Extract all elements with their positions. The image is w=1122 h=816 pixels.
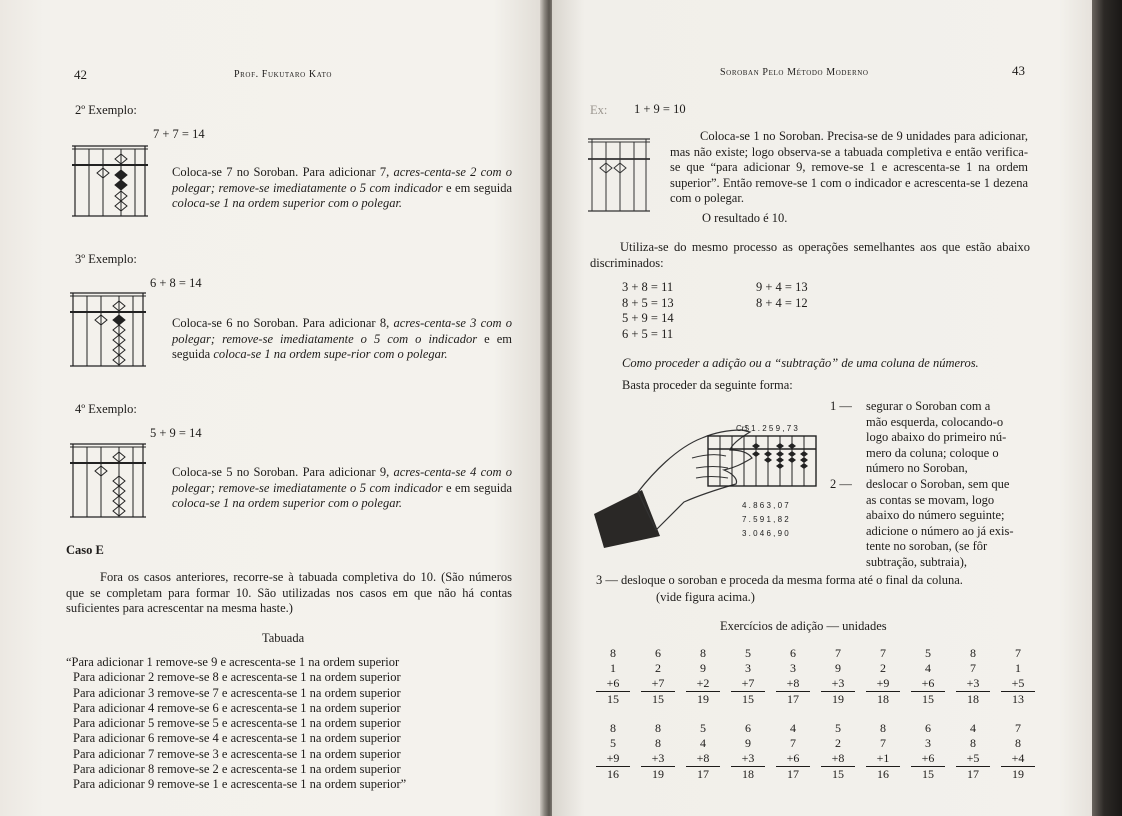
sum-column [821,721,855,782]
sum-operand: 9 [700,661,706,675]
sum-operand: 4 [925,661,931,675]
sum-column [641,721,675,782]
soroban-figure [70,143,150,221]
example-text: Coloca-se 6 no Soroban. Para adicionar 8, acres-centa-se 3 com o polegar; remove-se imediatamente o 5 com o indicador e em seguida coloca-se 1 na ordem supe-rior com o polegar. [172,316,513,361]
sum-column [956,646,990,707]
example-equation: 5 + 9 = 14 [150,426,202,440]
soroban-figure [586,135,652,215]
step-line: abaixo do número seguinte; [866,508,1005,522]
soroban-figure [68,290,148,370]
running-head: Prof. Fukutaro Kato [234,69,333,80]
sum-operand: +6 [911,751,945,767]
step-line: mão esquerda, colocando-o [866,414,1004,429]
sum-operand: 4 [790,721,796,735]
sum-operand: +9 [596,751,630,767]
step-text [866,399,1034,477]
sum-total: 15 [607,692,619,706]
tabuada-row: “Para adicionar 1 remove-se 9 e acrescenta-se 1 na ordem superior [66,655,400,669]
tabuada-row: Para adicionar 5 remove-se 5 e acrescenta-se 1 na ordem superior [73,716,401,731]
example-text: Coloca-se 5 no Soroban. Para adicionar 9, acres-centa-se 4 com o polegar; remove-se imediatamente o 5 com indicador e em seguida coloca-se 1 na ordem superior com o polegar. [172,465,513,510]
example-equation: 7 + 7 = 14 [153,127,205,141]
sum-operand: +3 [641,751,675,767]
step-line: segurar o Soroban com a [866,399,991,413]
sum-operand: 6 [745,721,751,735]
sum-total: 15 [922,692,934,706]
operations-list [756,280,808,311]
sum-operand: +3 [821,676,855,692]
sum-operand: 6 [655,646,661,660]
example-heading: 3º Exemplo: [75,252,137,266]
sum-total: 17 [697,767,709,781]
sum-operand: 9 [745,736,751,750]
sum-operand: 8 [610,721,616,735]
sum-total: 16 [877,767,889,781]
sum-operand: 9 [835,661,841,675]
sum-operand: 8 [970,736,976,750]
sum-operand: 7 [880,646,886,660]
sum-total: 16 [607,767,619,781]
sum-total: 15 [832,767,844,781]
sum-operand: +6 [911,676,945,692]
tabuada-title: Tabuada [262,631,305,645]
book-edge [1092,0,1122,816]
sum-column [731,646,765,707]
figure-number-row: 7 . 5 9 1 , 8 2 [742,515,789,524]
sum-operand: +6 [776,751,810,767]
tabuada-row: Para adicionar 4 remove-se 6 e acrescenta-se 1 na ordem superior [73,700,401,715]
right-page [552,0,1092,816]
sum-total: 19 [652,767,664,781]
figure-label: Cr$ 1 . 2 5 9 , 7 3 [736,424,798,433]
step-line: adicione o número ao já exis- [866,523,1014,538]
example-equation: 6 + 8 = 14 [150,276,202,290]
sum-operand: +7 [731,676,765,692]
example-equation: 1 + 9 = 10 [634,102,686,116]
exercises-title: Exercícios de adição — unidades [720,619,887,633]
sum-operand: 5 [925,646,931,660]
section-heading: Como proceder a adição ou a “subtração” de uma coluna de números. [622,356,979,370]
sum-column [596,721,630,782]
step-line: mero da coluna; coloque o [866,445,999,460]
sum-total: 17 [967,767,979,781]
sum-column [776,646,810,707]
example-text: Coloca-se 1 no Soroban. Precisa-se de 9 unidades para adicionar, mas não existe; logo observa-se a tabuada completiva e então verifica-se que “para adicionar 9, remove-se 1 e acrescenta-se 1 na ordem superior”. Então remove-se 1 com o indicador e acrescenta-se 1 dezena com o polegar. [670,129,1028,205]
page-number: 43 [1012,63,1025,78]
sum-operand: 8 [610,646,616,660]
sum-operand: 8 [880,721,886,735]
sum-operand: 5 [610,736,616,750]
tabuada-row: Para adicionar 3 remove-se 7 e acrescenta-se 1 na ordem superior [73,685,401,700]
sum-total: 19 [697,692,709,706]
sum-column [866,721,900,782]
sum-total: 18 [967,692,979,706]
sum-column [911,721,945,782]
section-heading: Caso E [66,543,104,557]
operations-list [622,280,674,342]
example-label: Ex: [590,103,608,117]
step-text: (vide figura acima.) [656,590,755,604]
sum-total: 13 [1012,692,1024,706]
tabuada-row: Para adicionar 9 remove-se 1 e acrescenta-se 1 na ordem superior” [73,777,407,792]
sum-operand: 3 [925,736,931,750]
example-text: Coloca-se 7 no Soroban. Para adicionar 7, acres-centa-se 2 com o polegar; remove-se imediatamente o 5 com indicador e em seguida coloca-se 1 na ordem superior com o polegar. [172,165,513,210]
sum-total: 18 [877,692,889,706]
step-number: 1 — [830,399,852,413]
figure-number-row: 3 . 0 4 6 , 9 0 [742,529,789,538]
sum-total: 19 [1012,767,1024,781]
sum-operand: +3 [731,751,765,767]
sum-column [1001,721,1035,782]
sum-column [1001,646,1035,707]
sum-column [731,721,765,782]
sum-column [686,646,720,707]
sum-operand: 5 [700,721,706,735]
step-text [866,477,1034,570]
step-line: tente no soroban, (se fôr [866,539,988,553]
step-line: número no Soroban, [866,461,968,475]
sum-total: 15 [922,767,934,781]
sum-total: 17 [787,767,799,781]
caso-paragraph: Fora os casos anteriores, recorre-se à tabuada completiva do 10. (São números que se completam para formar 10. São utilizadas nos casos em que não há contas suficientes para acrescentar na mesma haste.) [66,570,512,615]
figure-number-row: 4 . 8 6 3 , 0 7 [742,501,789,510]
tabuada-list [66,655,406,793]
step-line: deslocar o Soroban, sem que [866,477,1010,491]
sum-operand: 5 [835,721,841,735]
operation: 8 + 4 = 12 [756,295,808,310]
sum-column [956,721,990,782]
sum-operand: +8 [821,751,855,767]
page-number: 42 [74,67,87,82]
sum-operand: 4 [970,721,976,735]
step-line: logo abaixo do primeiro nú- [866,430,1007,444]
sum-operand: 7 [880,736,886,750]
sum-operand: 8 [655,721,661,735]
sum-operand: +2 [686,676,720,692]
running-head: Soroban Pelo Método Moderno [720,67,869,78]
basta-text: Basta proceder da seguinte forma: [622,378,793,392]
sum-operand: 7 [1015,721,1021,735]
sum-operand: 2 [655,661,661,675]
sum-operand: +4 [1001,751,1035,767]
step-line: as contas se movam, logo [866,492,995,507]
operation: 5 + 9 = 14 [622,311,674,325]
operation: 9 + 4 = 13 [756,280,808,294]
operation: 3 + 8 = 11 [622,280,674,294]
sum-operand: +9 [866,676,900,692]
sum-total: 15 [742,692,754,706]
sum-operand: +7 [641,676,675,692]
sum-operand: 3 [790,661,796,675]
sum-column [596,646,630,707]
sum-operand: 3 [745,661,751,675]
tabuada-row: Para adicionar 7 remove-se 3 e acrescenta-se 1 na ordem superior [73,746,401,761]
sum-column [911,646,945,707]
sum-operand: 8 [1015,736,1021,750]
step-line: subtração, subtraia), [866,554,968,569]
sum-operand: 8 [655,736,661,750]
sum-operand: 7 [970,661,976,675]
sum-operand: 2 [880,661,886,675]
utiliza-paragraph: Utiliza-se do mesmo processo as operações semelhantes aos que estão abaixo discriminados: [590,240,1030,270]
sum-operand: 1 [610,661,616,675]
sum-column [821,646,855,707]
sum-operand: 8 [700,646,706,660]
tabuada-row: Para adicionar 2 remove-se 8 e acrescenta-se 1 na ordem superior [73,670,401,685]
soroban-figure [68,441,148,521]
sum-operand: 7 [1015,646,1021,660]
sum-column [776,721,810,782]
sum-column [641,646,675,707]
sum-operand: 2 [835,736,841,750]
sum-column [866,646,900,707]
sum-operand: 7 [790,736,796,750]
sum-operand: +8 [776,676,810,692]
tabuada-row: Para adicionar 8 remove-se 2 e acrescenta-se 1 na ordem superior [73,762,401,777]
sum-total: 17 [787,692,799,706]
sum-operand: +8 [686,751,720,767]
sum-operand: 1 [1015,661,1021,675]
sum-operand: 6 [925,721,931,735]
sum-total: 18 [742,767,754,781]
sum-operand: 6 [790,646,796,660]
step-number: 2 — [830,477,852,491]
sum-operand: +5 [1001,676,1035,692]
sum-operand: 4 [700,736,706,750]
sum-operand: +1 [866,751,900,767]
operation: 6 + 5 = 11 [622,326,674,341]
left-page [0,0,548,816]
result-text: O resultado é 10. [702,211,788,225]
example-heading: 4º Exemplo: [75,402,137,416]
sum-operand: +5 [956,751,990,767]
operation: 8 + 5 = 13 [622,295,674,310]
sum-operand: +6 [596,676,630,692]
sum-operand: +3 [956,676,990,692]
sum-operand: 8 [970,646,976,660]
example-heading: 2º Exemplo: [75,103,137,117]
sum-total: 19 [832,692,844,706]
hand-soroban-figure [592,418,832,548]
step-text: 3 — desloque o soroban e proceda da mesma forma até o final da coluna. [596,573,963,587]
sum-column [686,721,720,782]
tabuada-row: Para adicionar 6 remove-se 4 e acrescenta-se 1 na ordem superior [73,731,401,746]
sum-operand: 5 [745,646,751,660]
sum-operand: 7 [835,646,841,660]
sum-total: 15 [652,692,664,706]
